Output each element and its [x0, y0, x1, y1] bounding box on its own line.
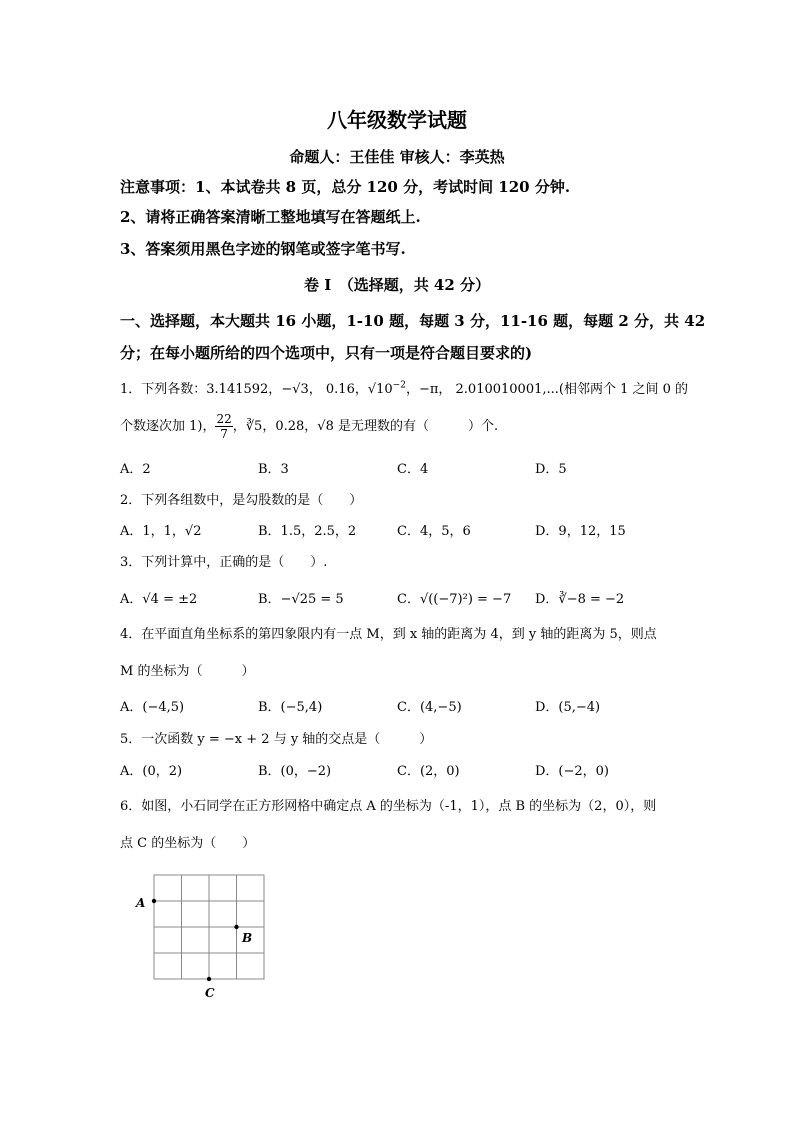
q2-stem: 2．下列各组数中，是勾股数的是（ ）	[120, 493, 363, 508]
q1-text-end: ，−π， 2.010010001,...(相邻两个 1 之间 0 的	[405, 382, 689, 397]
page-title: 八年级数学试题	[327, 108, 467, 132]
q5-option-a[interactable]: A．(0，2)	[120, 764, 183, 779]
q1-text-mid: ， 0.16，	[308, 382, 368, 397]
q1-frac-den: 7	[220, 427, 228, 441]
q1-option-b[interactable]: B．3	[258, 462, 289, 477]
label-a: A	[136, 896, 146, 910]
q2-option-c[interactable]: C．4，5，6	[397, 524, 471, 539]
note-3: 3、答案须用黑色字迹的钢笔或签字笔书写.	[120, 240, 406, 258]
q1-option-c[interactable]: C．4	[397, 462, 429, 477]
q3-option-d[interactable]: D．∛−8 = −2	[535, 592, 625, 607]
q1-repeating-digit: 8	[296, 419, 305, 434]
q3-option-a[interactable]: A．√4 = ±2	[120, 592, 198, 607]
section-title: 卷 I （选择题，共 42 分）	[303, 276, 491, 294]
q4-option-b[interactable]: B．(−5,4)	[258, 700, 323, 715]
section-instructions-1: 一、选择题，本大题共 16 小题，1-10 题，每题 3 分，11-16 题，每题 2 分，共 42	[120, 312, 706, 330]
q2-option-d[interactable]: D．9，12，15	[535, 524, 626, 539]
q1-option-a[interactable]: A．2	[120, 462, 151, 477]
label-b: B	[242, 931, 253, 945]
section-instructions-2: 分；在每小题所给的四个选项中，只有一项是符合题目要求的)	[120, 344, 533, 362]
q1-sqrt10-exp: −2	[392, 380, 406, 391]
q1-sqrt10: √10	[367, 382, 393, 397]
q1-text-start: 1．下列各数：3.141592，	[120, 382, 282, 397]
q4-option-d[interactable]: D．(5,−4)	[535, 700, 601, 715]
q1-neg-sqrt3: −√3	[281, 382, 309, 397]
q5-option-d[interactable]: D．(−2，0)	[535, 764, 610, 779]
authors-line: 命题人：王佳佳 审核人：李英热	[289, 148, 505, 166]
q2-option-a[interactable]: A．1，1，√2	[120, 524, 202, 539]
note-1: 注意事项：1、本试卷共 8 页，总分 120 分，考试时间 120 分钟.	[120, 178, 571, 196]
q4-line1: 4．在平面直角坐标系的第四象限内有一点 M，到 x 轴的距离为 4，到 y 轴的距离为 5，则点	[120, 627, 657, 642]
q3-option-b[interactable]: B．−√25 = 5	[258, 592, 344, 607]
q4-option-c[interactable]: C．(4,−5)	[397, 700, 462, 715]
q1-line2-start: 个数逐次加 1)，	[120, 419, 216, 434]
q5-option-c[interactable]: C．(2，0)	[397, 764, 460, 779]
q1-line2-rest: ，∛5，0.2	[232, 419, 296, 434]
note-2: 2、请将正确答案清晰工整地填写在答题纸上.	[120, 208, 421, 226]
q6-line1: 6．如图，小石同学在正方形网格中确定点 A 的坐标为（-1，1），点 B 的坐标为（2，0），则	[120, 799, 657, 814]
label-c: C	[205, 986, 215, 1000]
q5-stem: 5．一次函数 y = −x + 2 与 y 轴的交点是（ ）	[120, 732, 433, 747]
q2-option-b[interactable]: B．1.5，2.5，2	[258, 524, 357, 539]
point-a	[152, 899, 156, 903]
q1-fraction	[215, 412, 232, 441]
q3-stem: 3．下列计算中，正确的是（ ）.	[120, 555, 328, 570]
q4-option-a[interactable]: A．(−4,5)	[120, 700, 185, 715]
q5-option-b[interactable]: B．(0，−2)	[258, 764, 332, 779]
q6-line2: 点 C 的坐标为（ ）	[120, 836, 256, 851]
point-c	[207, 977, 211, 981]
q1-line2-end: ，√8 是无理数的有（ ）个.	[304, 419, 499, 434]
q4-line2: M 的坐标为（ ）	[120, 664, 255, 679]
q1-line1	[120, 378, 688, 397]
q1-frac-num: 22	[216, 412, 232, 426]
q1-line2	[120, 412, 498, 441]
grid-figure	[130, 868, 290, 1003]
q1-option-d[interactable]: D．5	[535, 462, 567, 477]
q3-option-c[interactable]: C．√((−7)²) = −7	[397, 592, 512, 607]
point-b	[234, 925, 238, 929]
